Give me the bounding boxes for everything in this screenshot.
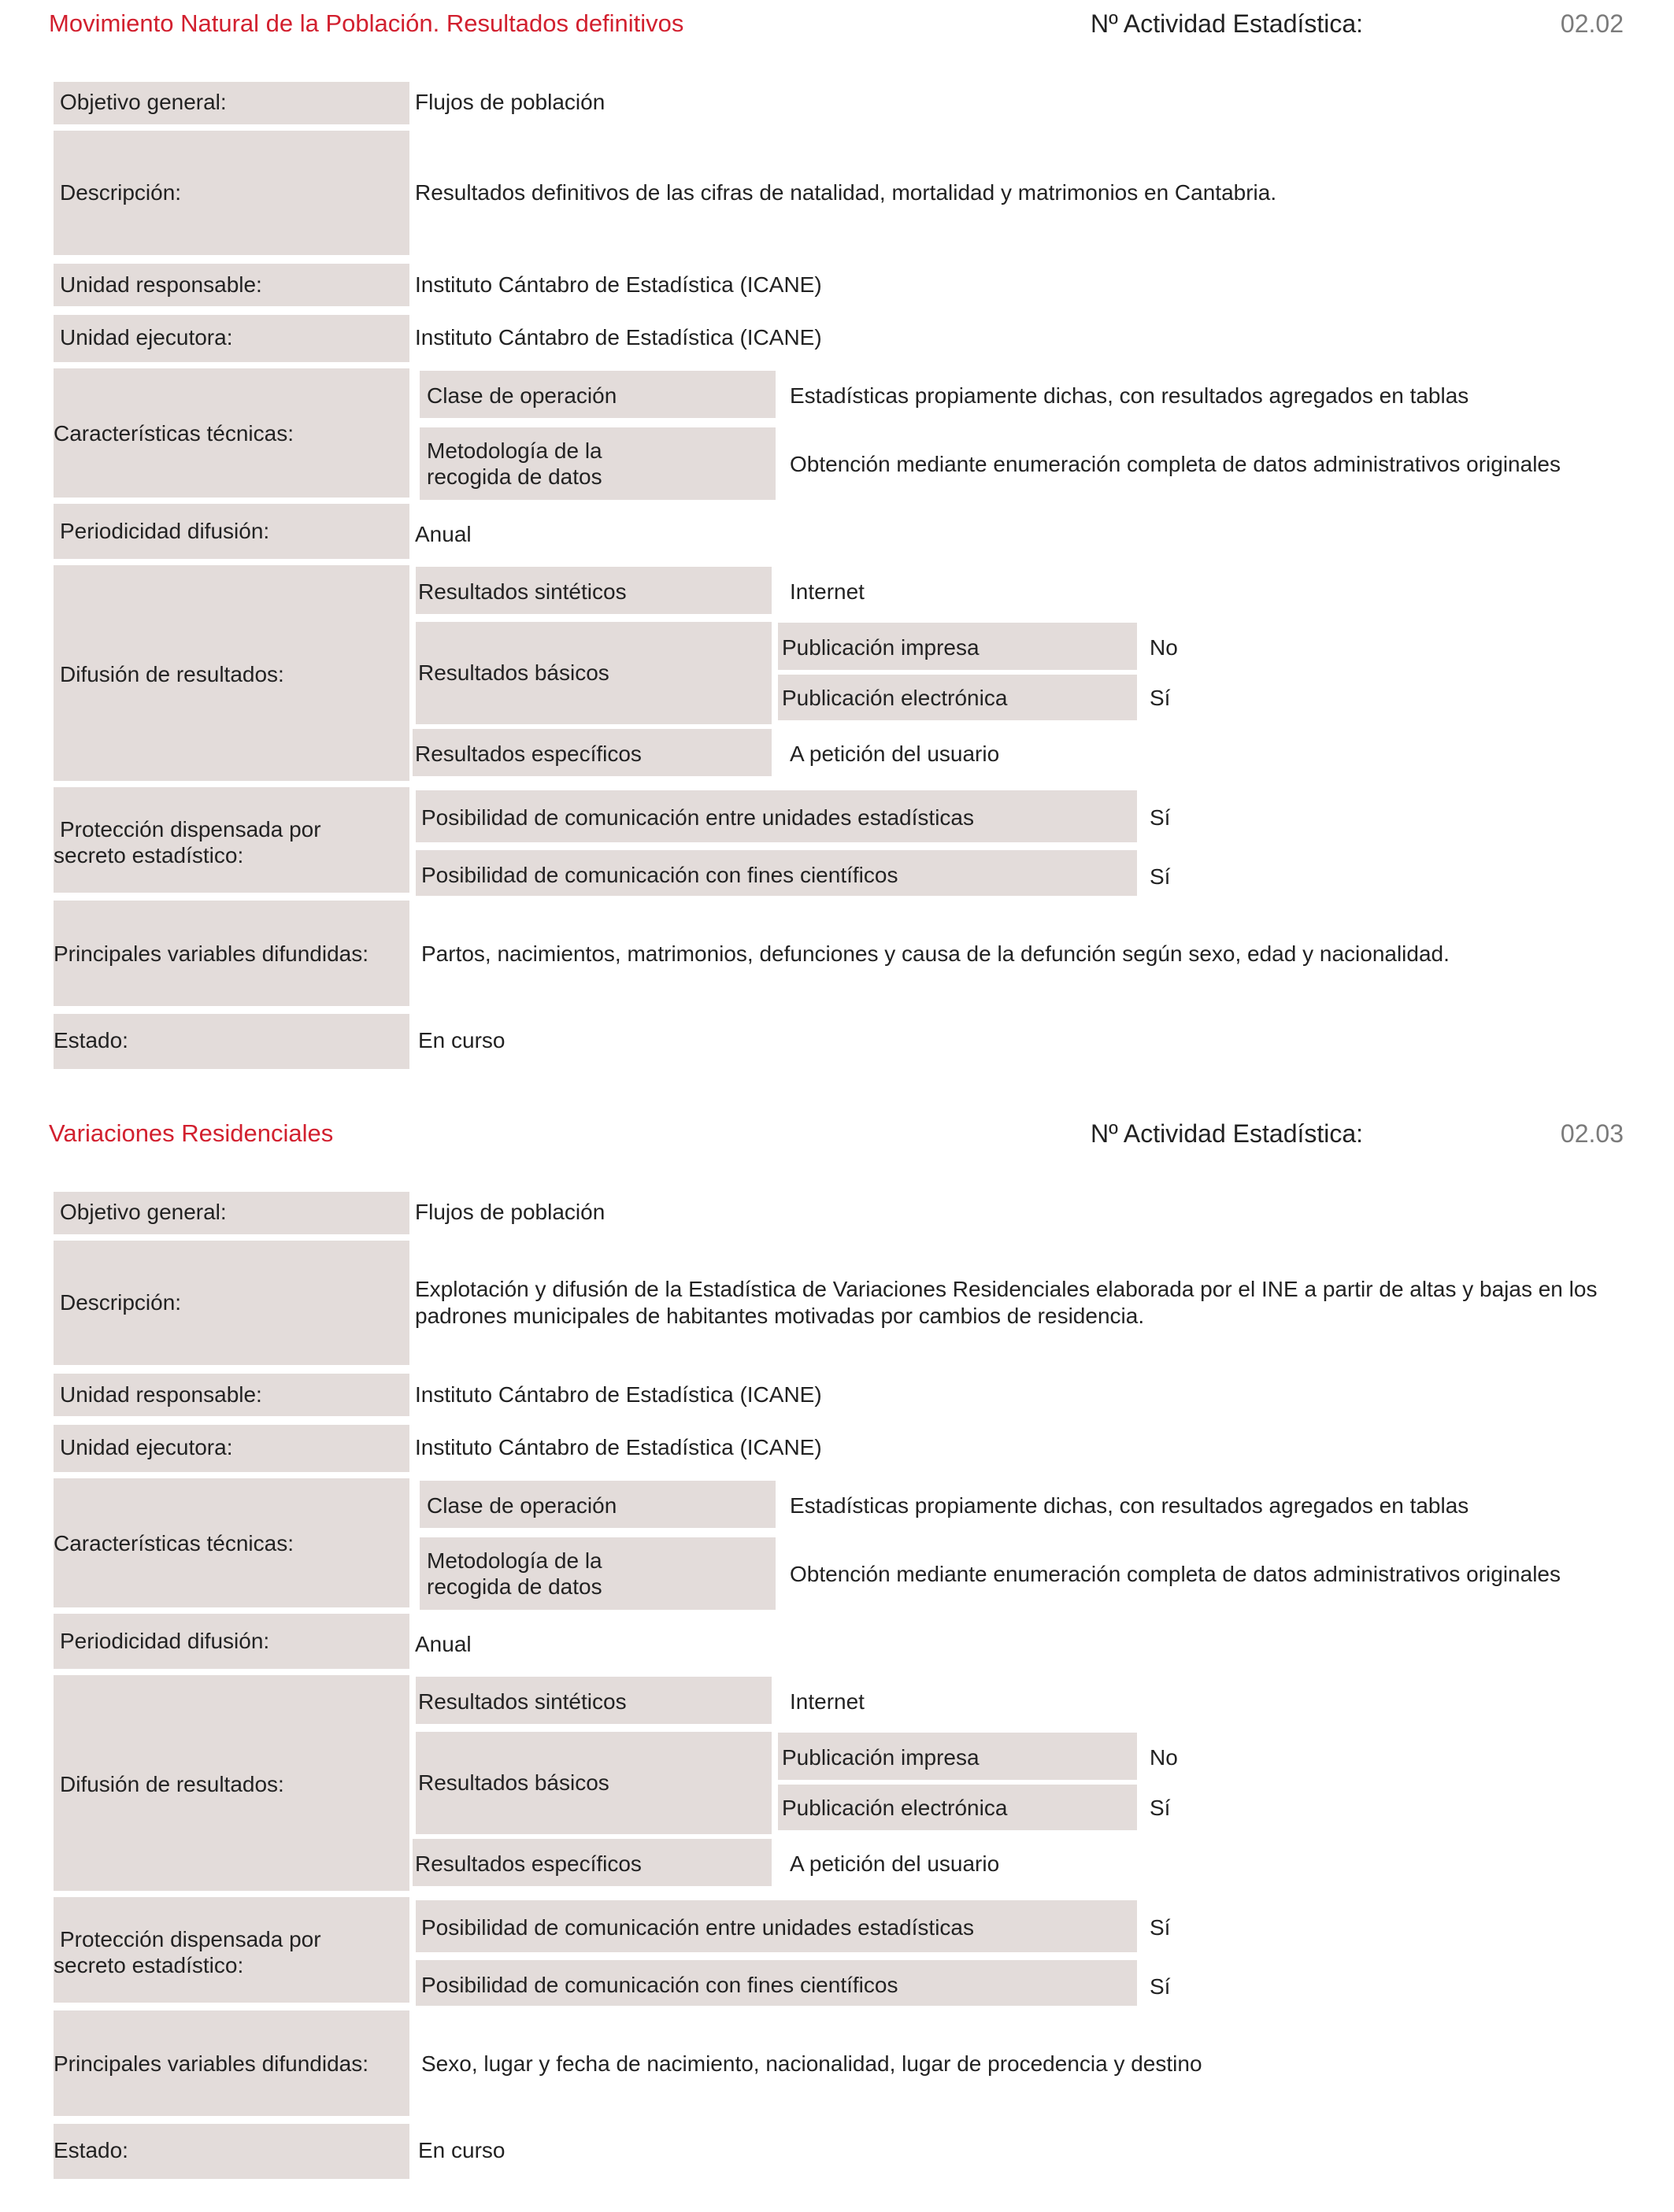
principales-label: Principales variables difundidas: — [54, 941, 369, 966]
com-unidades-label: Posibilidad de comunicación entre unidades estadísticas — [421, 1915, 974, 1940]
estado-value: En curso — [418, 1028, 506, 1052]
especificos-label: Resultados específicos — [415, 1851, 642, 1876]
metodologia-label-line2: recogida de datos — [427, 1574, 602, 1599]
com-cientificos-value: Sí — [1150, 864, 1171, 889]
unidad-responsable-value: Instituto Cántabro de Estadística (ICANE) — [415, 272, 822, 297]
com-unidades-label: Posibilidad de comunicación entre unidades estadísticas — [421, 805, 974, 830]
sinteticos-value: Internet — [790, 1689, 865, 1714]
proteccion-label-line2: secreto estadístico: — [54, 843, 244, 867]
unidad-ejecutora-label: Unidad ejecutora: — [60, 325, 233, 350]
pub-electronica-label: Publicación electrónica — [782, 1796, 1008, 1820]
especificos-value: A petición del usuario — [790, 1851, 1000, 1876]
com-unidades-value: Sí — [1150, 805, 1171, 830]
pub-electronica-value: Sí — [1150, 1796, 1171, 1820]
descripcion-label: Descripción: — [60, 1290, 182, 1315]
metodologia-value: Obtención mediante enumeración completa de datos administrativos originales — [790, 452, 1561, 476]
descripcion-value-line2: padrones municipales de habitantes motivadas por cambios de residencia. — [415, 1304, 1145, 1328]
especificos-value: A petición del usuario — [790, 742, 1000, 766]
pub-electronica-value: Sí — [1150, 686, 1171, 710]
pub-impresa-value: No — [1150, 635, 1178, 660]
objetivo-label: Objetivo general: — [60, 90, 227, 114]
com-cientificos-value: Sí — [1150, 1974, 1171, 1999]
estado-label: Estado: — [54, 1028, 128, 1052]
pub-impresa-value: No — [1150, 1745, 1178, 1770]
descripcion-value: Resultados definitivos de las cifras de natalidad, mortalidad y matrimonios en Cantabria. — [415, 180, 1277, 205]
pub-impresa-label: Publicación impresa — [782, 635, 980, 660]
sinteticos-value: Internet — [790, 579, 865, 604]
especificos-label: Resultados específicos — [415, 742, 642, 766]
clase-operacion-value: Estadísticas propiamente dichas, con resultados agregados en tablas — [790, 383, 1469, 408]
proteccion-label-line2: secreto estadístico: — [54, 1953, 244, 1977]
activity-number-value: 02.02 — [1560, 9, 1624, 38]
objetivo-value: Flujos de población — [415, 1200, 606, 1224]
principales-label: Principales variables difundidas: — [54, 2051, 369, 2076]
activity-number-label: Nº Actividad Estadística: — [1091, 9, 1364, 38]
unidad-responsable-label: Unidad responsable: — [60, 1382, 262, 1407]
pub-impresa-label: Publicación impresa — [782, 1745, 980, 1770]
pub-electronica-label: Publicación electrónica — [782, 686, 1008, 710]
unidad-ejecutora-value: Instituto Cántabro de Estadística (ICANE) — [415, 1435, 822, 1459]
periodicidad-label: Periodicidad difusión: — [60, 519, 270, 543]
unidad-ejecutora-value: Instituto Cántabro de Estadística (ICANE) — [415, 325, 822, 350]
com-cientificos-label: Posibilidad de comunicación con fines científicos — [421, 1973, 898, 1997]
unidad-ejecutora-label: Unidad ejecutora: — [60, 1435, 233, 1459]
basicos-label: Resultados básicos — [418, 1770, 609, 1795]
unidad-responsable-label: Unidad responsable: — [60, 272, 262, 297]
com-unidades-value: Sí — [1150, 1915, 1171, 1940]
principales-value: Sexo, lugar y fecha de nacimiento, nacionalidad, lugar de procedencia y destino — [421, 2051, 1202, 2076]
metodologia-label: Metodología de la — [427, 1548, 602, 1573]
proteccion-label: Protección dispensada por — [60, 1927, 321, 1951]
difusion-label: Difusión de resultados: — [60, 1772, 284, 1796]
periodicidad-value: Anual — [415, 522, 472, 546]
objetivo-value: Flujos de población — [415, 90, 606, 114]
com-cientificos-label: Posibilidad de comunicación con fines científicos — [421, 863, 898, 887]
operation-title: Movimiento Natural de la Población. Resultados definitivos — [49, 9, 684, 37]
descripcion-value: Explotación y difusión de la Estadística de Variaciones Residenciales elaborada por el INE a partir de altas y bajas en los — [415, 1277, 1598, 1301]
proteccion-label: Protección dispensada por — [60, 817, 321, 842]
sinteticos-label: Resultados sintéticos — [418, 1689, 627, 1714]
difusion-label: Difusión de resultados: — [60, 662, 284, 686]
statistical-operation-card — [0, 1110, 1674, 2212]
metodologia-label: Metodología de la — [427, 438, 602, 463]
statistical-operation-card — [0, 0, 1674, 1102]
metodologia-value: Obtención mediante enumeración completa de datos administrativos originales — [790, 1562, 1561, 1586]
periodicidad-label: Periodicidad difusión: — [60, 1629, 270, 1653]
clase-operacion-label: Clase de operación — [427, 383, 617, 408]
operation-title: Variaciones Residenciales — [49, 1119, 334, 1147]
unidad-responsable-value: Instituto Cántabro de Estadística (ICANE) — [415, 1382, 822, 1407]
periodicidad-value: Anual — [415, 1632, 472, 1656]
caracteristicas-label: Características técnicas: — [54, 421, 294, 446]
basicos-label: Resultados básicos — [418, 660, 609, 685]
clase-operacion-label: Clase de operación — [427, 1493, 617, 1518]
sinteticos-label: Resultados sintéticos — [418, 579, 627, 604]
metodologia-label-line2: recogida de datos — [427, 464, 602, 489]
principales-value: Partos, nacimientos, matrimonios, defunciones y causa de la defunción según sexo, edad y nacionalidad. — [421, 941, 1450, 966]
estado-value: En curso — [418, 2138, 506, 2162]
caracteristicas-label: Características técnicas: — [54, 1531, 294, 1555]
activity-number-label: Nº Actividad Estadística: — [1091, 1119, 1364, 1148]
activity-number-value: 02.03 — [1560, 1119, 1624, 1148]
estado-label: Estado: — [54, 2138, 128, 2162]
objetivo-label: Objetivo general: — [60, 1200, 227, 1224]
descripcion-label: Descripción: — [60, 180, 182, 205]
clase-operacion-value: Estadísticas propiamente dichas, con resultados agregados en tablas — [790, 1493, 1469, 1518]
